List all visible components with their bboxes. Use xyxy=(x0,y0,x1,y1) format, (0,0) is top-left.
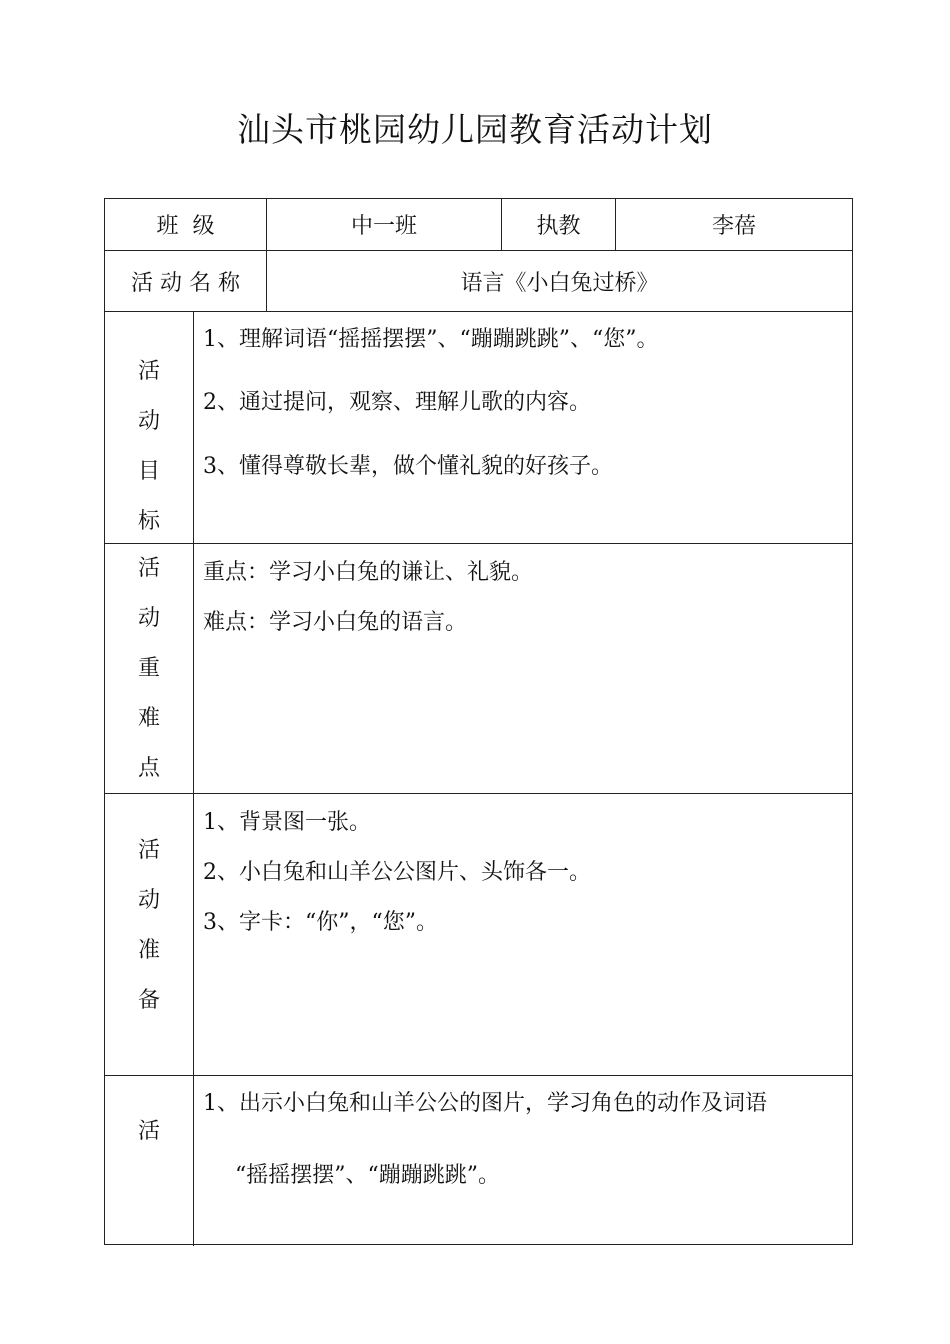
class-label-text: 班 级 xyxy=(156,214,215,239)
preparation-item: 3、字卡：“你”，“您”。 xyxy=(203,910,438,935)
key-points-label xyxy=(105,544,193,794)
row-divider xyxy=(105,1075,852,1076)
teacher-value-text: 李蓓 xyxy=(711,214,756,239)
preparation-label-char: 活 xyxy=(137,838,160,863)
preparation-label-char: 动 xyxy=(137,888,160,913)
process-label-char: 活 xyxy=(137,1119,160,1144)
key-point-item: 难点：学习小白兔的语言。 xyxy=(203,610,468,635)
activity-name-label-text: 活 动 名 称 xyxy=(131,270,240,296)
class-value-text: 中一班 xyxy=(350,214,417,239)
preparation-item: 2、小白兔和山羊公公图片、头饰各一。 xyxy=(203,860,591,885)
goals-label-char: 标 xyxy=(137,509,160,534)
activity-name-value xyxy=(267,251,852,311)
goal-item: 1、理解词语“摇摇摆摆”、“蹦蹦跳跳”、“您”。 xyxy=(203,327,659,352)
activity-plan-table xyxy=(104,198,853,1245)
preparation-label-char: 备 xyxy=(137,988,160,1013)
class-label xyxy=(105,199,266,250)
activity-name-value-text: 语言《小白兔过桥》 xyxy=(460,270,659,296)
preparation-item: 1、背景图一张。 xyxy=(203,810,371,835)
key-points-label-char: 点 xyxy=(137,756,160,781)
goals-label-char: 活 xyxy=(137,359,160,384)
teacher-value xyxy=(616,199,852,250)
process-item: 1、出示小白兔和山羊公公的图片，学习角色的动作及词语 xyxy=(203,1091,767,1116)
preparation-label-char: 准 xyxy=(137,938,160,963)
row-divider xyxy=(105,793,852,794)
class-value xyxy=(267,199,501,250)
process-label xyxy=(105,1107,193,1157)
goal-item: 3、懂得尊敬长辈，做个懂礼貌的好孩子。 xyxy=(203,454,613,479)
goals-label xyxy=(105,347,193,547)
key-points-label-char: 难 xyxy=(137,706,160,731)
key-points-label-char: 重 xyxy=(137,656,160,681)
row-divider xyxy=(105,311,852,312)
process-item: “摇摇摆摆”、“蹦蹦跳跳”。 xyxy=(235,1163,500,1188)
document-title: 汕头市桃园幼儿园教育活动计划 xyxy=(237,110,713,149)
key-points-label-char: 动 xyxy=(137,606,160,631)
preparation-label xyxy=(105,826,193,1026)
teacher-label xyxy=(502,199,615,250)
goal-item: 2、通过提问，观察、理解儿歌的内容。 xyxy=(203,390,591,415)
activity-name-label xyxy=(105,251,266,311)
column-divider xyxy=(193,311,194,1246)
row-divider xyxy=(105,543,852,544)
teacher-label-text: 执教 xyxy=(536,214,581,239)
goals-label-char: 动 xyxy=(137,409,160,434)
key-points-label-char: 活 xyxy=(137,556,160,581)
goals-label-char: 目 xyxy=(137,459,160,484)
key-point-item: 重点：学习小白兔的谦让、礼貌。 xyxy=(203,560,534,585)
